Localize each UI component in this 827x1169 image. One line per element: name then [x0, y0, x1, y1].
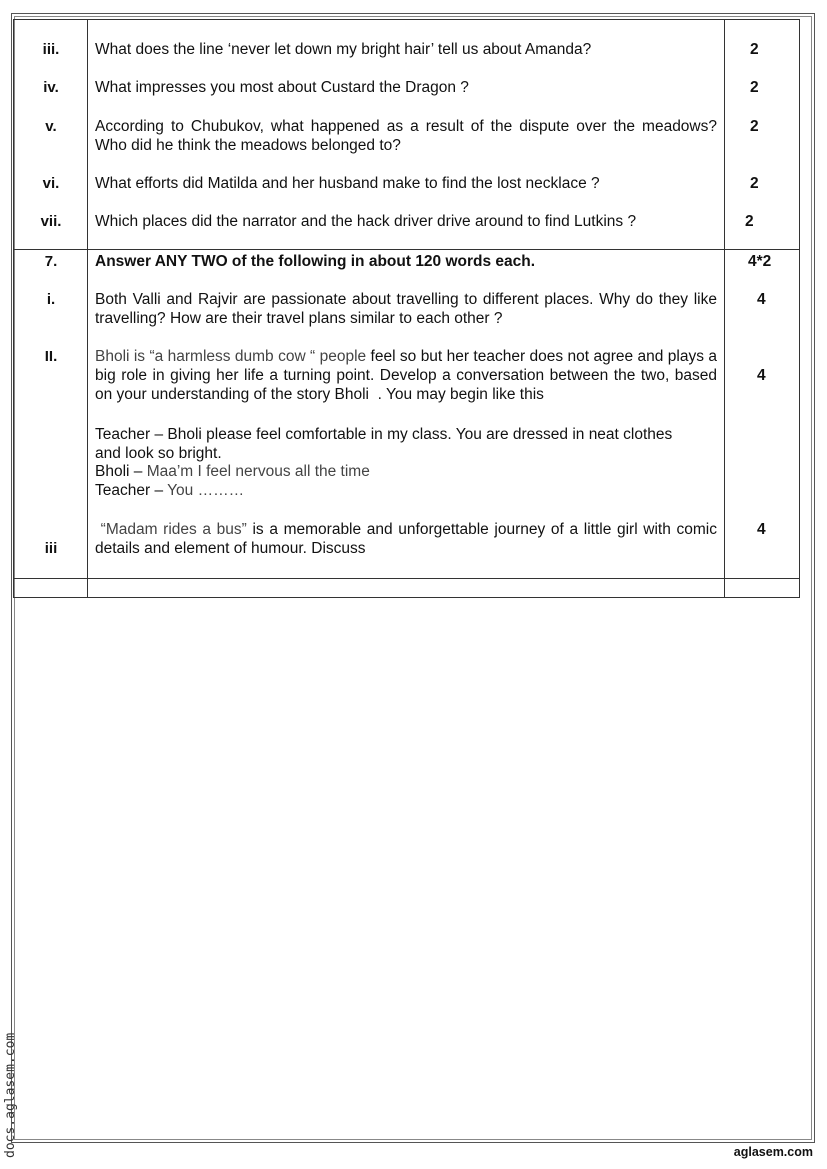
question-text: Bholi is “a harmless dumb cow “ people feel so but her teacher does not agree and plays a big role in giving her life a turning point. Develop a conversation between the two, based on your understanding of the story Bholi . You may begin like this [95, 348, 717, 403]
question-marks: 4 [757, 291, 766, 308]
question-marks: 2 [750, 175, 759, 192]
question-number: vi. [42, 175, 60, 192]
question-number: vii. [40, 213, 62, 230]
question-text: What impresses you most about Custard the Dragon ? [95, 79, 469, 96]
question-text: What efforts did Matilda and her husband make to find the lost necklace ? [95, 175, 600, 192]
question-text: What does the line ‘never let down my bright hair’ tell us about Amanda? [95, 41, 592, 58]
table-column-divider [724, 19, 725, 597]
section-marks: 4*2 [748, 253, 772, 270]
question-text: According to Chubukov, what happened as a result of the dispute over the meadows? Who did he think the meadows belonged to? [95, 118, 717, 154]
question-number: II. [44, 348, 58, 365]
footer-brand: aglasem.com [733, 1145, 813, 1159]
question-marks: 4 [757, 521, 766, 538]
question-marks: 4 [757, 367, 766, 384]
question-text: Which places did the narrator and the hack driver drive around to find Lutkins ? [95, 213, 637, 230]
question-number: iii. [42, 41, 60, 58]
question-number: 7. [44, 253, 58, 270]
question-marks: 2 [750, 118, 759, 135]
table-column-divider [87, 19, 88, 597]
question-marks: 2 [750, 41, 759, 58]
question-number: iii [44, 540, 58, 557]
table-right-border [799, 19, 800, 597]
question-marks: 2 [750, 79, 759, 96]
table-row-divider [13, 578, 800, 579]
section-heading: Answer ANY TWO of the following in about 120 words each. [95, 253, 536, 270]
question-number: iv. [43, 79, 59, 96]
question-text: Both Valli and Rajvir are passionate about travelling to different places. Why do they like travelling? How are their travel plans similar to each other ? [95, 291, 717, 327]
question-text: “Madam rides a bus” is a memorable and unforgettable journey of a little girl with comic details and element of humour. Discuss [95, 521, 717, 557]
table-top-border [13, 19, 800, 20]
watermark: docs.aglasem.com [3, 1032, 18, 1158]
table-bottom-border [13, 597, 800, 598]
question-number: i. [46, 291, 56, 308]
table-left-border [13, 19, 14, 597]
dialogue-line: Teacher – Bholi please feel comfortable in my class. You are dressed in neat clothes and look so bright. [95, 426, 673, 462]
dialogue-line: Bholi – Maa’m I feel nervous all the time [95, 463, 370, 480]
dialogue-line: Teacher – You ……… [95, 482, 245, 499]
table-row-divider [13, 249, 800, 250]
question-marks: 2 [745, 213, 754, 230]
question-number: v. [45, 118, 57, 135]
